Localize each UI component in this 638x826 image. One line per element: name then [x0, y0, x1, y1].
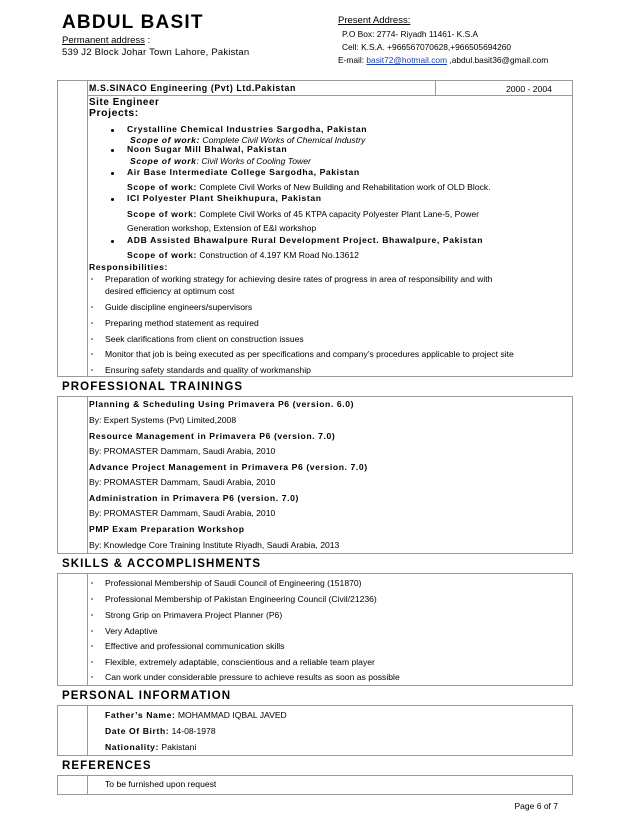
project-title: Air Base Intermediate College Sargodha, Pakistan [127, 167, 360, 177]
father-name-field: Father’s Name: MOHAMMAD IQBAL JAVED [105, 710, 287, 720]
trainings-heading: PROFESSIONAL TRAININGS [62, 381, 244, 393]
table-right-border [572, 80, 573, 376]
training-provider: By: PROMASTER Dammam, Saudi Arabia, 2010 [89, 446, 276, 456]
personal-top-border [57, 705, 573, 706]
bullet-icon [91, 353, 93, 355]
responsibility-item: Ensuring safety standards and quality of workmanship [105, 365, 311, 375]
trainings-inner-border [87, 396, 88, 553]
bullet-icon [91, 614, 93, 616]
permanent-address: 539 J2 Block Johar Town Lahore, Pakistan [62, 47, 250, 58]
bullet-icon [111, 129, 114, 132]
skill-item: Effective and professional communication skills [105, 641, 285, 651]
email-link[interactable]: basit72@hotmail.com [366, 55, 448, 65]
bullet-icon [111, 172, 114, 175]
personal-heading: PERSONAL INFORMATION [62, 690, 232, 702]
references-text: To be furnished upon request [105, 779, 217, 789]
job-role: Site Engineer [89, 97, 160, 108]
bullet-icon [91, 306, 93, 308]
bullet-icon [111, 240, 114, 243]
present-address-label: Present Address: [338, 15, 411, 26]
email-line: E-mail: basit72@hotmail.com ,abdul.basit36@gmail.com [338, 55, 549, 65]
skills-left-border [57, 573, 58, 685]
training-provider: By: Expert Systems (Pvt) Limited,2008 [89, 415, 237, 425]
project-title: ICI Polyester Plant Sheikhupura, Pakistan [127, 193, 322, 203]
responsibility-item: Preparation of working strategy for achieving desire rates of progress in area of responsibility and with [105, 274, 493, 284]
responsibility-item: Seek clarifications from client on construction issues [105, 334, 304, 344]
references-bottom-border [57, 794, 573, 795]
bullet-icon [91, 676, 93, 678]
table-inner-border [87, 80, 88, 376]
trainings-right-border [572, 396, 573, 553]
company-row-divider [87, 95, 572, 96]
bullet-icon [91, 645, 93, 647]
permanent-address-label: Permanent address : [62, 35, 151, 46]
page-number: Page 6 of 7 [514, 801, 558, 811]
skills-bottom-border [57, 685, 573, 686]
trainings-bottom-border [57, 553, 573, 554]
project-title: Crystalline Chemical Industries Sargodha, Pakistan [127, 124, 368, 134]
years-cell-divider [435, 80, 436, 95]
bullet-icon [91, 278, 93, 280]
skill-item: Very Adaptive [105, 626, 158, 636]
responsibility-item: Preparing method statement as required [105, 318, 259, 328]
project-scope: Scope of work: Complete Civil Works of New Building and Rehabilitation work of OLD Block. [127, 182, 491, 192]
training-title: Administration in Primavera P6 (version. 7.0) [89, 493, 299, 503]
training-provider: By: PROMASTER Dammam, Saudi Arabia, 2010 [89, 508, 276, 518]
skills-heading: SKILLS & ACCOMPLISHMENTS [62, 558, 262, 570]
project-scope-continued: Generation workshop, Extension of E&I workshop [127, 223, 317, 233]
personal-left-border [57, 705, 58, 755]
bullet-icon [91, 582, 93, 584]
project-scope: Scope of work: Complete Civil Works of Chemical Industry [130, 135, 366, 145]
bullet-icon [91, 630, 93, 632]
references-left-border [57, 775, 58, 794]
bullet-icon [91, 338, 93, 340]
project-scope: Scope of work: Complete Civil Works of 45 KTPA capacity Polyester Plant Lane-5, Power [127, 209, 479, 219]
skills-top-border [57, 573, 573, 574]
training-title: PMP Exam Preparation Workshop [89, 524, 245, 534]
nationality-field: Nationality: Pakistani [105, 742, 197, 752]
candidate-name: ABDUL BASIT [62, 12, 204, 33]
training-title: Advance Project Management in Primavera P6 (version. 7.0) [89, 462, 368, 472]
skill-item: Professional Membership of Pakistan Engineering Council (Civil/21236) [105, 594, 377, 604]
responsibilities-label: Responsibilities: [89, 262, 168, 272]
skill-item: Professional Membership of Saudi Council of Engineering (151870) [105, 578, 362, 588]
bullet-icon [91, 369, 93, 371]
trainings-left-border [57, 396, 58, 553]
personal-inner-border [87, 705, 88, 755]
responsibility-item: Monitor that job is being executed as per specifications and company’s procedures applicable to project site [105, 349, 514, 359]
skills-right-border [572, 573, 573, 685]
references-inner-border [87, 775, 88, 794]
company-name: M.S.SINACO Engineering (Pvt) Ltd.Pakistan [89, 83, 296, 93]
references-top-border [57, 775, 573, 776]
project-title: ADB Assisted Bhawalpure Rural Development Project. Bhawalpure, Pakistan [127, 235, 484, 245]
personal-right-border [572, 705, 573, 755]
personal-bottom-border [57, 755, 573, 756]
responsibility-item-continued: desired efficiency at optimum cost [105, 286, 235, 296]
training-provider: By: PROMASTER Dammam, Saudi Arabia, 2010 [89, 477, 276, 487]
date-of-birth-field: Date Of Birth: 14-08-1978 [105, 726, 216, 736]
skill-item: Can work under considerable pressure to achieve results as soon as possible [105, 672, 400, 682]
project-scope: Scope of work: Construction of 4.197 KM Road No.13612 [127, 250, 359, 260]
bullet-icon [111, 149, 114, 152]
training-title: Resource Management in Primavera P6 (version. 7.0) [89, 431, 336, 441]
bullet-icon [111, 198, 114, 201]
present-address-cell: Cell: K.S.A. +966567070628,+966505694260 [342, 42, 512, 52]
training-provider: By: Knowledge Core Training Institute Riyadh, Saudi Arabia, 2013 [89, 540, 340, 550]
references-heading: REFERENCES [62, 760, 152, 772]
trainings-top-border [57, 396, 573, 397]
bullet-icon [91, 661, 93, 663]
experience-bottom-border [57, 376, 573, 377]
table-left-border [57, 80, 58, 376]
references-right-border [572, 775, 573, 794]
employment-years: 2000 - 2004 [506, 84, 552, 94]
projects-label: Projects: [89, 108, 139, 119]
training-title: Planning & Scheduling Using Primavera P6 (version. 6.0) [89, 399, 355, 409]
bullet-icon [91, 598, 93, 600]
skill-item: Strong Grip on Primavera Project Planner (P6) [105, 610, 283, 620]
responsibility-item: Guide discipline engineers/supervisors [105, 302, 253, 312]
skills-inner-border [87, 573, 88, 685]
present-address-po-box: P.O Box: 2774- Riyadh 11461- K.S.A [342, 29, 479, 39]
skill-item: Flexible, extremely adaptable, conscientious and a reliable team player [105, 657, 375, 667]
project-scope: Scope of work: Civil Works of Cooling Tower [130, 156, 311, 166]
table-top-border [57, 80, 573, 81]
bullet-icon [91, 322, 93, 324]
project-title: Noon Sugar Mill Bhalwal, Pakistan [127, 144, 288, 154]
